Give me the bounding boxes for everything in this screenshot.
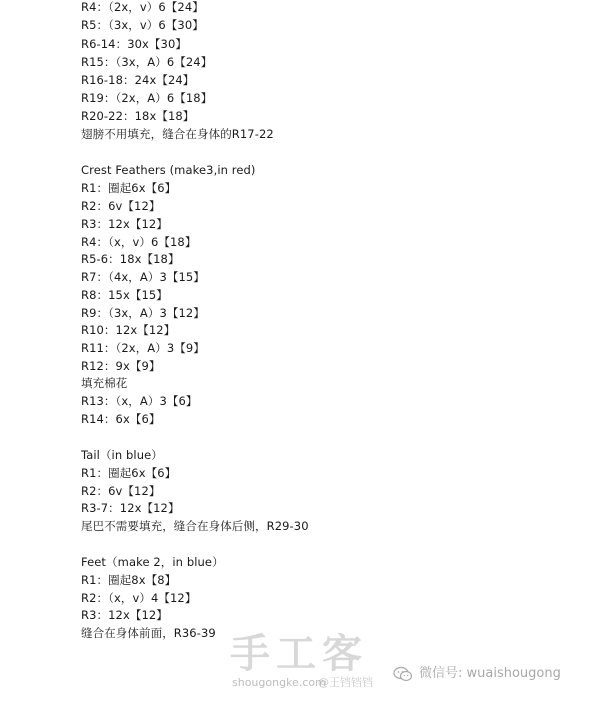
pattern-note: 尾巴不需要填充，缝合在身体后侧，R29-30: [81, 519, 309, 533]
watermark-domain: shougongke.com: [232, 676, 326, 689]
pattern-note: 翅膀不用填充，缝合在身体的R17-22: [81, 127, 274, 141]
pattern-line: R14：6x【6】: [81, 412, 161, 426]
pattern-line: R4：（2x，v）6【24】: [81, 0, 204, 14]
wechat-id-text: 微信号: wuaishougong: [419, 666, 561, 681]
wechat-icon: [393, 666, 413, 682]
pattern-line: R10：12x【12】: [81, 323, 176, 337]
pattern-line: R1：圈起6x【6】: [81, 181, 177, 195]
pattern-line: R13：（x，A）3【6】: [81, 394, 198, 408]
pattern-line: R20-22：18x【18】: [81, 109, 195, 123]
pattern-line: R3：12x【12】: [81, 217, 168, 231]
watermark-brand: 手工客: [230, 630, 368, 677]
pattern-line: R3-7：12x【12】: [81, 501, 180, 515]
pattern-line: R6-14：30x【30】: [81, 37, 187, 51]
pattern-line: R2：6v【12】: [81, 484, 161, 498]
pattern-note: 缝合在身体前面，R36-39: [81, 626, 216, 640]
pattern-line: R5：（3x，v）6【30】: [81, 18, 204, 32]
pattern-line: R12：9x【9】: [81, 359, 161, 373]
pattern-line: R2：（x，v）4【12】: [81, 591, 197, 605]
watermark-user: @王铛铛铛: [318, 676, 373, 689]
pattern-line: R9：（3x，A）3【12】: [81, 306, 205, 320]
section-heading-crest-feathers: Crest Feathers (make3,in red): [81, 163, 256, 177]
pattern-line: R7：（4x，A）3【15】: [81, 270, 205, 284]
pattern-line: R1：圈起8x【8】: [81, 573, 177, 587]
pattern-note: 填充棉花: [81, 376, 128, 390]
pattern-line: R3：12x【12】: [81, 608, 168, 622]
pattern-line: R2：6v【12】: [81, 199, 161, 213]
pattern-line: R11：（2x，A）3【9】: [81, 341, 205, 355]
pattern-line: R16-18：24x【24】: [81, 73, 195, 87]
section-heading-tail: Tail（in blue）: [81, 448, 163, 462]
pattern-line: R5-6：18x【18】: [81, 252, 180, 266]
pattern-line: R15：（3x，A）6【24】: [81, 55, 213, 69]
pattern-line: R19：（2x，A）6【18】: [81, 91, 213, 105]
pattern-line: R4：（x，v）6【18】: [81, 235, 197, 249]
pattern-line: R1：圈起6x【6】: [81, 466, 177, 480]
section-heading-feet: Feet（make 2，in blue）: [81, 555, 224, 569]
wechat-watermark: [393, 665, 561, 683]
pattern-line: R8：15x【15】: [81, 288, 168, 302]
